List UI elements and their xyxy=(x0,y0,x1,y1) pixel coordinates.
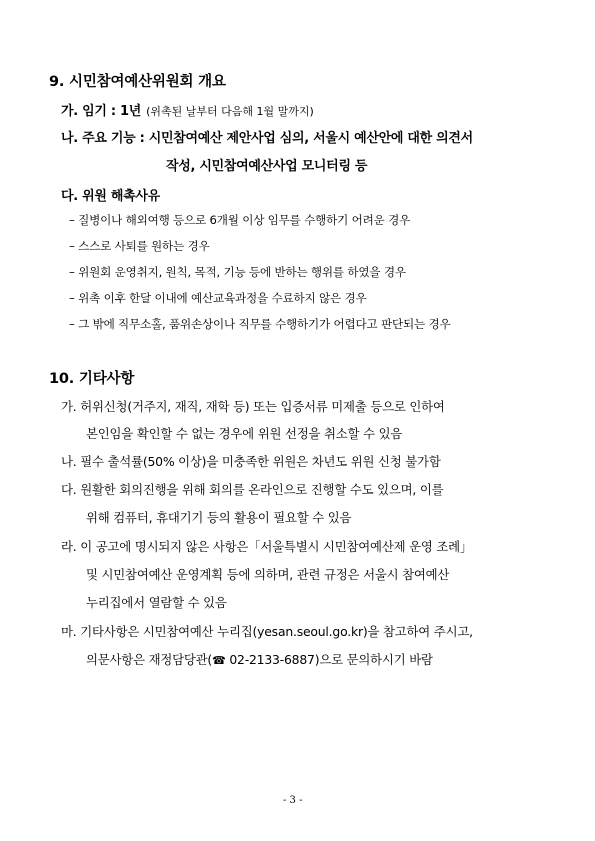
main-function-line1: 나. 주요 기능 : 시민참여예산 제안사업 심의, 서울시 예산안에 대한 의견서 xyxy=(61,131,473,146)
other-item-da-line1: 다. 원활한 회의진행을 위해 회의를 온라인으로 진행할 수도 있으며, 이를 xyxy=(61,482,444,497)
main-function-line2: 작성, 시민참여예산사업 모니터링 등 xyxy=(166,159,368,174)
other-item-ga-line1: 가. 허위신청(거주지, 재직, 재학 등) 또는 입증서류 미제출 등으로 인하여 xyxy=(61,399,445,414)
section-10-title: 10. 기타사항 xyxy=(49,371,135,387)
dismissal-item: – 위촉 이후 한달 이내에 예산교육과정을 수료하지 않은 경우 xyxy=(69,291,367,305)
other-item-ma-line1: 마. 기타사항은 시민참여예산 누리집(yesan.seoul.go.kr)을 참고하여 주시고, xyxy=(61,624,473,639)
dismissal-item: – 위원회 운영취지, 원칙, 목적, 기능 등에 반하는 행위를 하였을 경우 xyxy=(69,265,406,279)
term-note: (위촉된 날부터 다음해 1월 말까지) xyxy=(146,105,314,118)
other-item-na: 나. 필수 출석률(50% 이상)을 미충족한 위원은 차년도 위원 신청 불가함 xyxy=(61,454,441,469)
dismissal-item: – 질병이나 해외여행 등으로 6개월 이상 임무를 수행하기 어려운 경우 xyxy=(69,213,411,227)
term-item xyxy=(61,100,314,119)
phone-icon: ☎ xyxy=(212,654,226,667)
inquiry-text: 의문사항은 재정담당관( xyxy=(86,652,213,667)
dismissal-item: – 스스로 사퇴를 원하는 경우 xyxy=(69,239,210,253)
other-item-ga-line2: 본인임을 확인할 수 없는 경우에 위원 선정을 취소할 수 있음 xyxy=(86,426,403,441)
term-label: 가. 임기 : 1년 xyxy=(61,104,141,119)
other-item-ra-line3: 누리집에서 열람할 수 있음 xyxy=(86,595,227,610)
section-9-title: 9. 시민참여예산위원회 개요 xyxy=(49,74,226,90)
other-item-ma-line2 xyxy=(86,650,433,668)
dismissal-title: 다. 위원 해촉사유 xyxy=(61,189,160,204)
other-item-da-line2: 위해 컴퓨터, 휴대기기 등의 활용이 필요할 수 있음 xyxy=(86,510,352,525)
other-item-ra-line2: 및 시민참여예산 운영계획 등에 의하며, 관련 규정은 서울시 참여예산 xyxy=(86,567,450,582)
dismissal-item: – 그 밖에 직무소홀, 품위손상이나 직무를 수행하기가 어렵다고 판단되는 경우 xyxy=(69,317,451,331)
other-item-ra-line1: 라. 이 공고에 명시되지 않은 사항은「서울특별시 시민참여예산제 운영 조례」 xyxy=(61,539,473,554)
page-number: - 3 - xyxy=(283,795,303,806)
phone-number-text: 02-2133-6887)으로 문의하시기 바람 xyxy=(225,652,433,667)
